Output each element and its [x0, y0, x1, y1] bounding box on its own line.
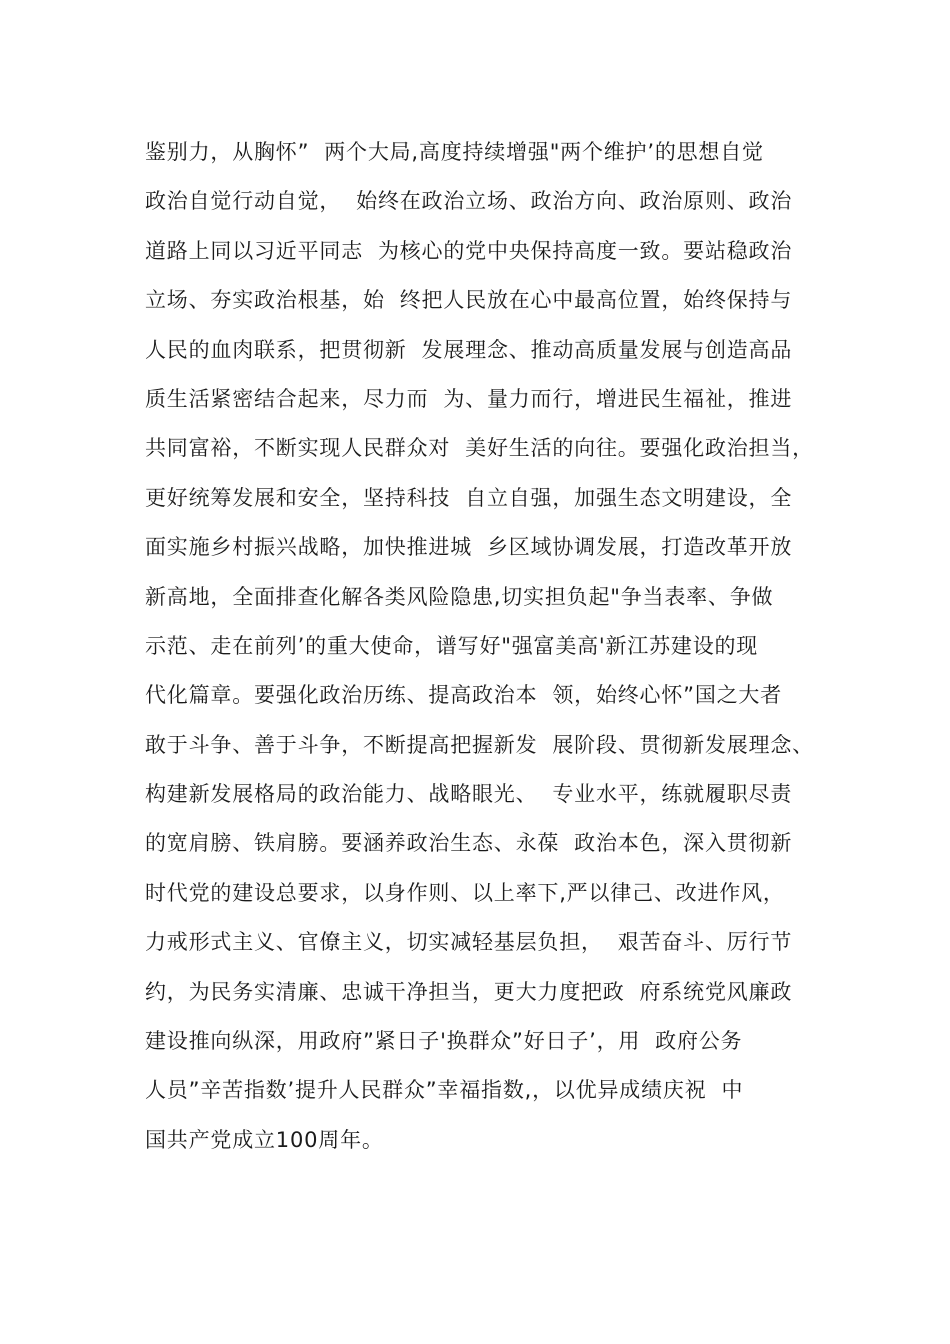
text-line-8: 更好统筹发展和安全，坚持科技 自立自强，加强生态文明建设，全	[145, 485, 793, 510]
text-line-3: 道路上同以习近平同志 为核心的党中央保持高度一致。要站稳政治	[145, 238, 793, 263]
text-line-12: 代化篇章。要强化政治历练、提高政治本 领，始终心怀”国之大者	[145, 683, 783, 708]
text-line-17: 力戒形式主义、官僚主义，切实减轻基层负担， 艰苦奋斗、厉行节	[145, 930, 793, 955]
text-line-13: 敢于斗争、善于斗争，不断提高把握新发 展阶段、贯彻新发展理念、	[145, 732, 814, 757]
text-line-2: 政治自觉行动自觉， 始终在政治立场、政治方向、政治原则、政治	[145, 189, 793, 214]
text-line-21: 国共产党成立100周年。	[145, 1127, 384, 1152]
text-line-1: 鉴别力，从胸怀” 两个大局,高度持续增强"两个维护’的思想自觉	[145, 140, 764, 164]
text-line-4: 立场、夯实政治根基，始 终把人民放在心中最高位置，始终保持与	[145, 288, 793, 313]
text-line-19: 建设推向纵深，用政府”紧日子'换群众”好日子’，用 政府公务	[145, 1029, 743, 1054]
text-line-15: 的宽肩膀、铁肩膀。要涵养政治生态、永葆 政治本色，深入贯彻新	[145, 831, 793, 856]
text-line-18: 约，为民务实清廉、忠诚干净担当，更大力度把政 府系统党风廉政	[145, 979, 793, 1004]
text-line-9: 面实施乡村振兴战略，加快推进城 乡区域协调发展，打造改革开放	[145, 535, 793, 560]
text-line-5: 人民的血肉联系，把贯彻新 发展理念、推动高质量发展与创造高品	[145, 337, 793, 362]
text-line-14: 构建新发展格局的政治能力、战略眼光、 专业水平，练就履职尽责	[145, 782, 793, 807]
text-line-6: 质生活紧密结合起来，尽力而 为、量力而行，增进民生福祉，推进	[145, 386, 793, 411]
text-line-20: 人员”辛苦指数’提升人民群众”幸福指数,，以优异成绩庆祝 中	[145, 1078, 744, 1103]
text-line-7: 共同富裕，不断实现人民群众对 美好生活的向往。要强化政治担当，	[145, 436, 814, 461]
body-paragraph	[145, 128, 835, 1165]
text-line-11: 示范、走在前列’的重大使命，谱写好"强富美高'新江苏建设的现	[145, 633, 759, 658]
text-line-16: 时代党的建设总要求，以身作则、以上率下,严以律己、改进作风，	[145, 880, 785, 905]
text-line-10: 新高地，全面排查化解各类风险隐患,切实担负起"争当表率、争做	[145, 584, 774, 609]
